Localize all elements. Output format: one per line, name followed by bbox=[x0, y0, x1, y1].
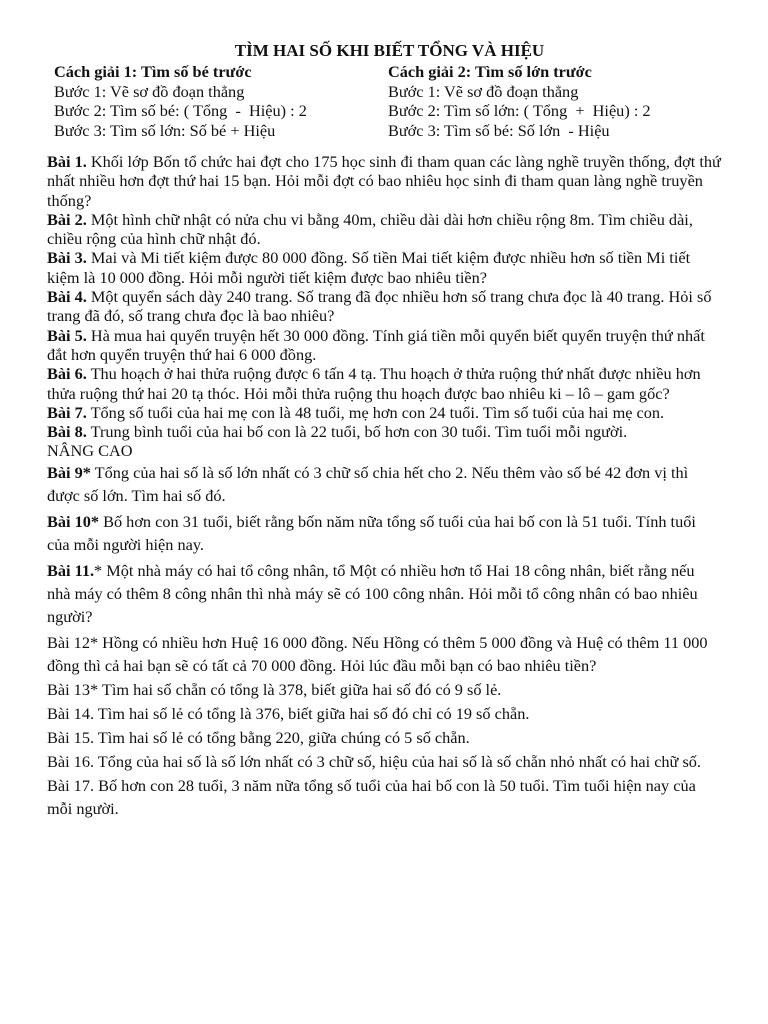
exercise-text: Tổng số tuổi của hai mẹ con là 48 tuổi, mẹ hơn con 24 tuổi. Tìm số tuổi của hai mẹ con. bbox=[86, 402, 665, 422]
exercise-label: Bài 4. bbox=[47, 287, 87, 307]
method-2-step: Bước 1: Vẽ sơ đồ đoạn thẳng bbox=[388, 81, 579, 101]
exercise-label: Bài 11. bbox=[47, 560, 95, 580]
exercise-text: Bố hơn con 31 tuổi, biết rằng bốn năm nữa tổng số tuổi của hai bố con là 51 tuổi. Tính tuổi của mỗi người hiện nay. bbox=[47, 511, 696, 554]
exercise-text: Mai và Mi tiết kiệm được 80 000 đồng. Số tiền Mai tiết kiệm được nhiều hơn số tiền Mi tiết kiệm là 10 000 đồng. Hỏi mỗi người tiết kiệm được bao nhiêu tiền? bbox=[47, 248, 691, 287]
exercise-item bbox=[47, 287, 722, 326]
exercise-item bbox=[47, 364, 722, 403]
exercise-item: Bài 12* Hồng có nhiều hơn Huệ 16 000 đồng. Nếu Hồng có thêm 5 000 đồng và Huệ có thêm 11 000 đồng thì cả hai bạn sẽ có tất cả 70 000 đồng. Hỏi lúc đầu mỗi bạn có bao nhiêu tiền? bbox=[47, 632, 708, 675]
exercise-text: Trung bình tuổi của hai bố con là 22 tuổi, bố hơn con 30 tuổi. Tìm tuổi mỗi người. bbox=[86, 422, 628, 442]
exercise-item: Bài 17. Bố hơn con 28 tuổi, 3 năm nữa tổng số tuổi của hai bố con là 50 tuổi. Tìm tuổi hiện nay của mỗi người. bbox=[47, 775, 696, 818]
exercise-text: * Một nhà máy có hai tổ công nhân, tổ Một có nhiều hơn tổ Hai 18 công nhân, biết rằng nếu nhà máy có thêm 8 công nhân thì nhà máy sẽ có 100 công nhân. Hỏi mỗi tổ công nhân có bao nhiêu người? bbox=[47, 560, 698, 626]
exercise-text: Một hình chữ nhật có nửa chu vi bằng 40m, chiều dài dài hơn chiều rộng 8m. Tìm chiều dài, chiều rộng của hình chữ nhật đó. bbox=[47, 209, 693, 249]
method-1-step: Bước 3: Tìm số lớn: Số bé + Hiệu bbox=[54, 120, 276, 140]
exercise-item: Bài 16. Tổng của hai số là số lớn nhất có 3 chữ số, hiệu của hai số là số chẵn nhỏ nhất có hai chữ số. bbox=[47, 751, 702, 771]
exercise-label: Bài 9* bbox=[47, 462, 91, 482]
exercise-item bbox=[47, 326, 722, 365]
exercise-label: Bài 7. bbox=[47, 402, 87, 422]
method-2-step: Bước 3: Tìm số bé: Số lớn - Hiệu bbox=[388, 120, 610, 140]
exercise-item bbox=[47, 403, 722, 422]
exercise-item bbox=[47, 152, 722, 210]
exercise-text: Một quyển sách dày 240 trang. Số trang đã đọc nhiều hơn số trang chưa đọc là 40 trang. Hỏi số trang đã đó, số trang chưa đọc là bao nhiêu? bbox=[47, 287, 712, 326]
exercise-item bbox=[47, 422, 722, 441]
page-title: TÌM HAI SỐ KHI BIẾT TỔNG VÀ HIỆU bbox=[234, 41, 545, 60]
section-heading: NÂNG CAO bbox=[47, 441, 133, 461]
exercise-item bbox=[47, 510, 722, 556]
exercise-text: Hà mua hai quyển truyện hết 30 000 đồng. Tính giá tiền mỗi quyển biết quyển truyện thứ nhất đắt hơn quyển truyện thứ hai 6 000 đồng. bbox=[47, 325, 705, 364]
exercise-label: Bài 1. bbox=[47, 152, 87, 171]
exercise-text: Khối lớp Bốn tổ chức hai đợt cho 175 học sinh đi tham quan các làng nghề truyền thống, đợt thứ nhất nhiều hơn đợt thứ hai 15 bạn. Hỏi mỗi đợt có bao nhiêu học sinh đi tham quan làng nghề truyền thống? bbox=[47, 152, 721, 210]
method-1-step: Bước 1: Vẽ sơ đồ đoạn thẳng bbox=[54, 81, 245, 101]
exercise-text: Thu hoạch ở hai thửa ruộng được 6 tấn 4 tạ. Thu hoạch ở thửa ruộng thứ nhất được nhiều hơn thửa ruộng thứ hai 20 tạ thóc. Hỏi mỗi thửa ruộng thu hoạch được bao nhiêu ki – lô – gam gốc? bbox=[47, 364, 701, 403]
exercise-label: Bài 6. bbox=[47, 364, 87, 384]
exercise-label: Bài 10* bbox=[47, 511, 100, 531]
exercise-item: Bài 14. Tìm hai số lẻ có tổng là 376, biết giữa hai số đó chỉ có 19 số chẵn. bbox=[47, 703, 530, 723]
exercise-label: Bài 2. bbox=[47, 209, 87, 229]
exercise-item bbox=[47, 461, 722, 507]
method-2-heading: Cách giải 2: Tìm số lớn trước bbox=[388, 62, 592, 81]
method-1-heading: Cách giải 1: Tìm số bé trước bbox=[54, 62, 252, 81]
exercise-label: Bài 3. bbox=[47, 248, 87, 268]
exercise-item bbox=[47, 248, 722, 287]
exercise-item bbox=[47, 559, 722, 628]
method-2-step: Bước 2: Tìm số lớn: ( Tổng + Hiệu) : 2 bbox=[388, 101, 651, 120]
method-1-step: Bước 2: Tìm số bé: ( Tổng - Hiệu) : 2 bbox=[54, 101, 307, 120]
exercise-label: Bài 5. bbox=[47, 325, 87, 345]
method-1 bbox=[54, 62, 388, 140]
exercise-item: Bài 13* Tìm hai số chẵn có tổng là 378, biết giữa hai số đó có 9 số lẻ. bbox=[47, 679, 502, 699]
method-2 bbox=[388, 62, 722, 140]
exercise-text: Tổng của hai số là số lớn nhất có 3 chữ số chia hết cho 2. Nếu thêm vào số bé 42 đơn vị thì được số lớn. Tìm hai số đó. bbox=[47, 462, 689, 505]
exercise-label: Bài 8. bbox=[47, 422, 87, 442]
exercise-item: Bài 15. Tìm hai số lẻ có tổng bằng 220, giữa chúng có 5 số chẵn. bbox=[47, 727, 470, 747]
methods-section bbox=[54, 62, 722, 140]
exercise-item bbox=[47, 210, 722, 249]
exercise-list bbox=[47, 152, 722, 820]
